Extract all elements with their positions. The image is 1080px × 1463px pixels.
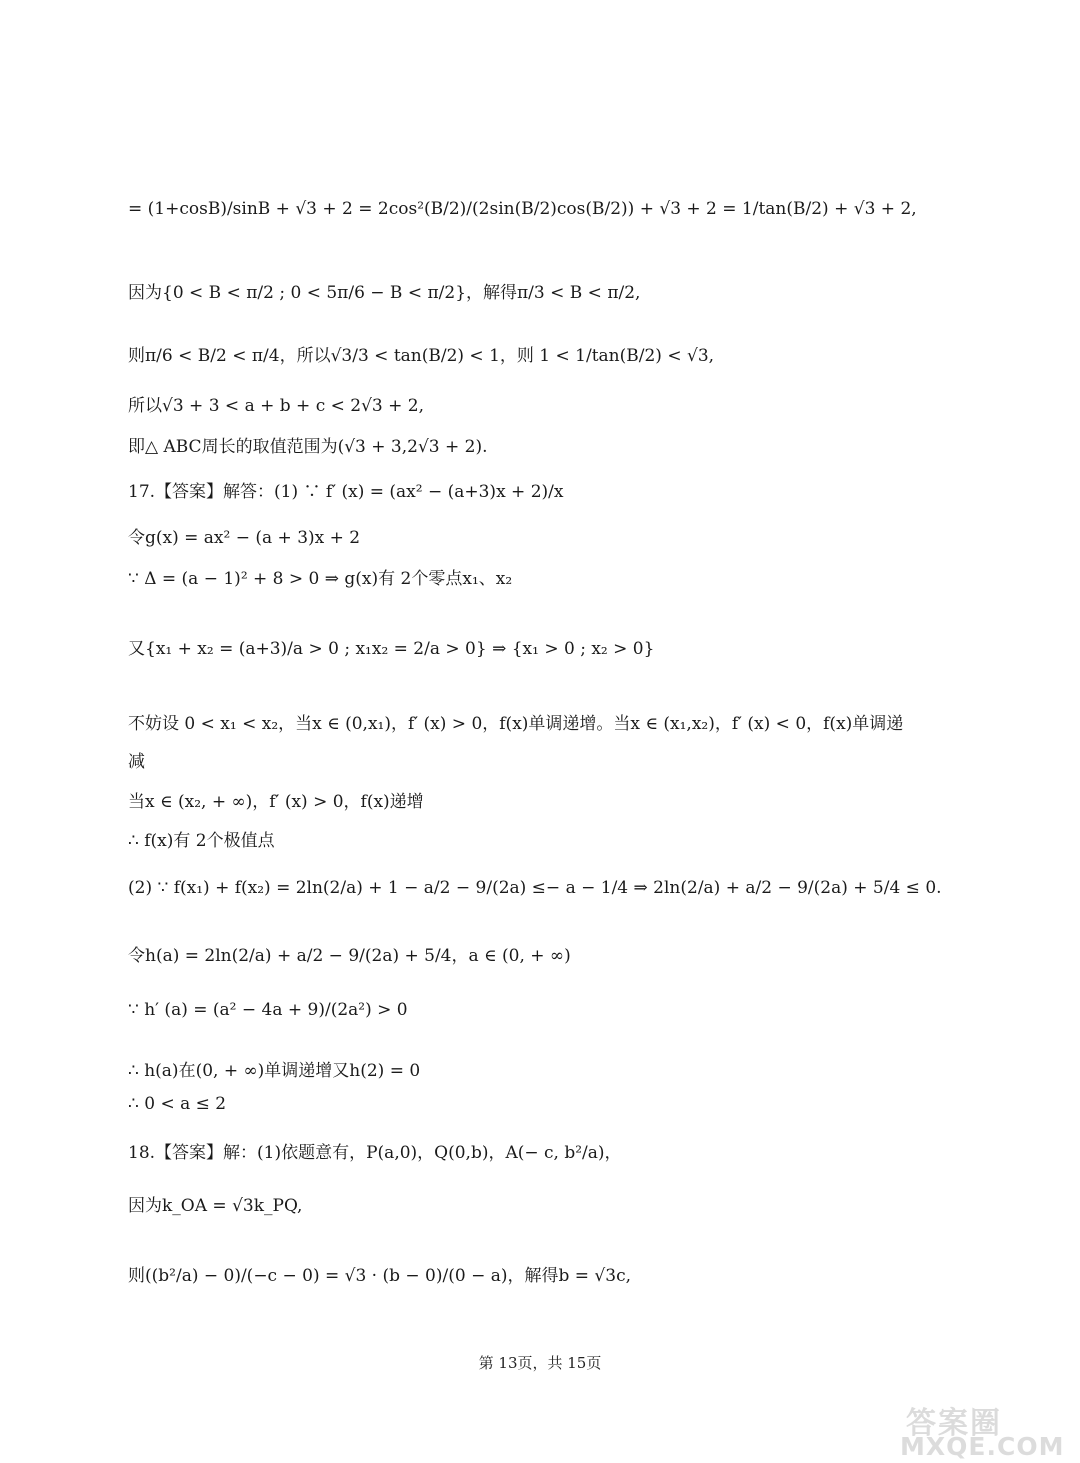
- math-line-13: ∴ f(x)有 2个极值点: [128, 831, 275, 851]
- math-line-11: 减: [128, 752, 145, 772]
- math-line-1: = (1+cosB)/sinB + √3 + 2 = 2cos²(B/2)/(2sin(B/2)cos(B/2)) + √3 + 2 = 1/tan(B/2) + √3 + 2,: [128, 199, 917, 219]
- math-line-5: 即△ ABC周长的取值范围为(√3 + 3,2√3 + 2).: [128, 437, 488, 457]
- math-line-18: ∴ 0 < a ≤ 2: [128, 1094, 227, 1114]
- math-line-8: ∵ Δ = (a − 1)² + 8 > 0 ⇒ g(x)有 2个零点x₁、x₂: [128, 569, 513, 589]
- math-line-16: ∵ h′ (a) = (a² − 4a + 9)/(2a²) > 0: [128, 1000, 408, 1020]
- math-line-2: 因为{0 < B < π/2 ; 0 < 5π/6 − B < π/2}，解得π/3 < B < π/2,: [128, 283, 641, 303]
- answer-17-heading: 17.【答案】解答：(1) ∵ f′ (x) = (ax² − (a+3)x + 2)/x: [128, 482, 564, 502]
- answer-18-heading: 18.【答案】解：(1)依题意有，P(a,0)，Q(0,b)，A(− c, b²/a)，: [128, 1143, 622, 1163]
- math-line-20: 因为k_OA = √3k_PQ,: [128, 1196, 303, 1216]
- math-line-17: ∴ h(a)在(0, + ∞)单调递增又h(2) = 0: [128, 1061, 421, 1081]
- math-line-4: 所以√3 + 3 < a + b + c < 2√3 + 2,: [128, 396, 424, 416]
- math-line-15: 令h(a) = 2ln(2/a) + a/2 − 9/(2a) + 5/4，a ∈ (0, + ∞): [128, 946, 571, 966]
- math-line-10: 不妨设 0 < x₁ < x₂，当x ∈ (0,x₁)，f′ (x) > 0，f(x)单调递增。当x ∈ (x₁,x₂)，f′ (x) < 0，f(x)单调递: [128, 714, 904, 734]
- math-line-9: 又{x₁ + x₂ = (a+3)/a > 0 ; x₁x₂ = 2/a > 0} ⇒ {x₁ > 0 ; x₂ > 0}: [128, 639, 655, 659]
- math-line-12: 当x ∈ (x₂, + ∞)，f′ (x) > 0，f(x)递增: [128, 792, 424, 812]
- math-line-3: 则π/6 < B/2 < π/4，所以√3/3 < tan(B/2) < 1，则 1 < 1/tan(B/2) < √3,: [128, 346, 715, 366]
- page-footer: 第 13页，共 15页: [478, 1354, 602, 1372]
- watermark-url: MXQE.COM: [900, 1432, 1065, 1461]
- watermark-logo: 答案圈: [906, 1406, 1002, 1441]
- math-line-21: 则((b²/a) − 0)/(−c − 0) = √3 · (b − 0)/(0 − a)，解得b = √3c,: [128, 1266, 632, 1286]
- math-line-7: 令g(x) = ax² − (a + 3)x + 2: [128, 528, 361, 548]
- math-line-14: (2) ∵ f(x₁) + f(x₂) = 2ln(2/a) + 1 − a/2 − 9/(2a) ≤− a − 1/4 ⇒ 2ln(2/a) + a/2 − 9/(2a) + 5/4 ≤ 0.: [128, 878, 942, 898]
